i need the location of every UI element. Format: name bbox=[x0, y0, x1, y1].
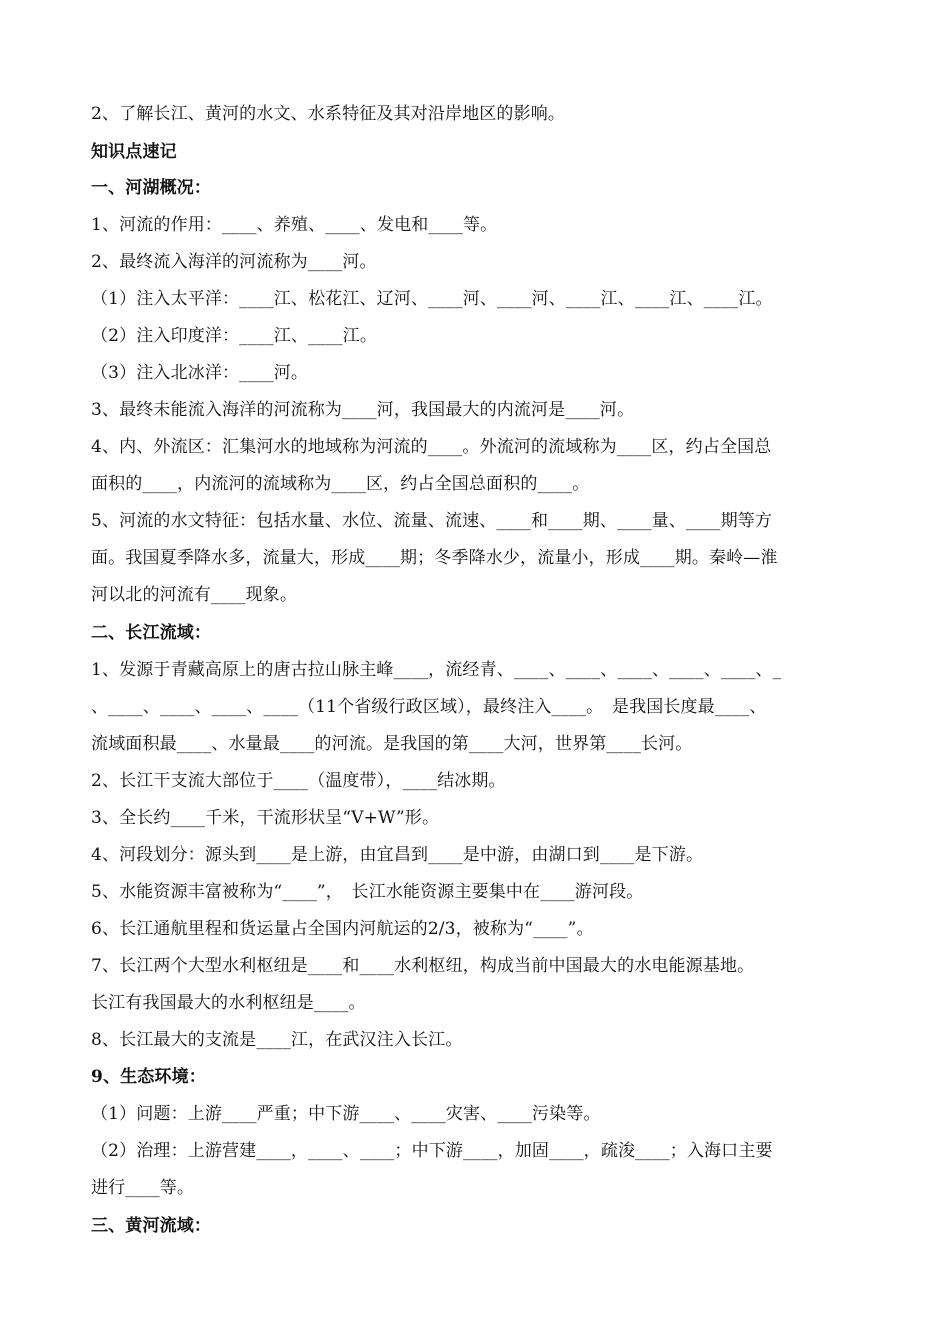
content-line: 1、河流的作用：____、养殖、____、发电和____等。 bbox=[91, 215, 498, 235]
content-line: 5、河流的水文特征：包括水量、水位、流量、流速、____和____期、____量、____期等方 bbox=[91, 511, 773, 531]
content-line: 长江有我国最大的水利枢纽是____。 bbox=[91, 993, 366, 1013]
content-line: 7、长江两个大型水利枢纽是____和____水利枢纽，构成当前中国最大的水电能源基地。 bbox=[91, 956, 755, 976]
content-line: 面。我国夏季降水多，流量大，形成____期；冬季降水少，流量小，形成____期。秦岭—淮 bbox=[91, 548, 778, 568]
content-line: 流域面积最____、水量最____的河流。是我国的第____大河，世界第____长河。 bbox=[91, 734, 693, 754]
section-heading: 9、生态环境： bbox=[91, 1067, 206, 1087]
content-line: 4、内、外流区：汇集河水的地域称为河流的____。外流河的流域称为____区，约占全国总 bbox=[91, 437, 772, 457]
content-line: 进行____等。 bbox=[91, 1178, 195, 1198]
objective-line: 2、了解长江、黄河的水文、水系特征及其对沿岸地区的影响。 bbox=[91, 104, 566, 124]
section-heading: 一、河湖概况： bbox=[91, 178, 212, 198]
content-line: 河以北的河流有____现象。 bbox=[91, 585, 298, 605]
content-line: （2）注入印度洋：____江、____江。 bbox=[91, 326, 377, 346]
content-line: 8、长江最大的支流是____江，在武汉注入长江。 bbox=[91, 1030, 463, 1050]
section-heading: 知识点速记 bbox=[91, 142, 177, 162]
content-line: 面积的____，内流河的流域称为____区，约占全国总面积的____。 bbox=[91, 474, 590, 494]
content-line: 1、发源于青藏高原上的唐古拉山脉主峰____，流经青、____、____、____、____、____、_ bbox=[91, 660, 782, 680]
content-line: （1）问题：上游____严重；中下游____、____灾害、____污染等。 bbox=[91, 1104, 601, 1124]
content-line: 、____、____、____、____（11个省级行政区域），最终注入____。 是我国长度最____、 bbox=[91, 697, 767, 717]
content-line: 2、最终流入海洋的河流称为____河。 bbox=[91, 252, 377, 272]
content-line: 4、河段划分：源头到____是上游，由宜昌到____是中游，由湖口到____是下游。 bbox=[91, 845, 704, 865]
content-line: 3、全长约____千米，干流形状呈“V+W”形。 bbox=[91, 808, 440, 828]
content-line: 3、最终未能流入海洋的河流称为____河，我国最大的内流河是____河。 bbox=[91, 400, 635, 420]
content-line: 5、水能资源丰富被称为“____”， 长江水能资源主要集中在____游河段。 bbox=[91, 882, 644, 902]
section-heading: 二、长江流域： bbox=[91, 623, 212, 643]
content-line: 6、长江通航里程和货运量占全国内河航运的2/3，被称为“____”。 bbox=[91, 919, 594, 939]
content-line: 2、长江干支流大部位于____（温度带），____结冰期。 bbox=[91, 771, 506, 791]
section-heading: 三、黄河流域： bbox=[91, 1216, 212, 1236]
content-line: （3）注入北冰洋：____河。 bbox=[91, 363, 309, 383]
content-line: （1）注入太平洋：____江、松花江、辽河、____河、____河、____江、____江、____江。 bbox=[91, 289, 773, 309]
content-line: （2）治理：上游营建____，____、____；中下游____，加固____，疏浚____；入海口主要 bbox=[91, 1141, 773, 1161]
